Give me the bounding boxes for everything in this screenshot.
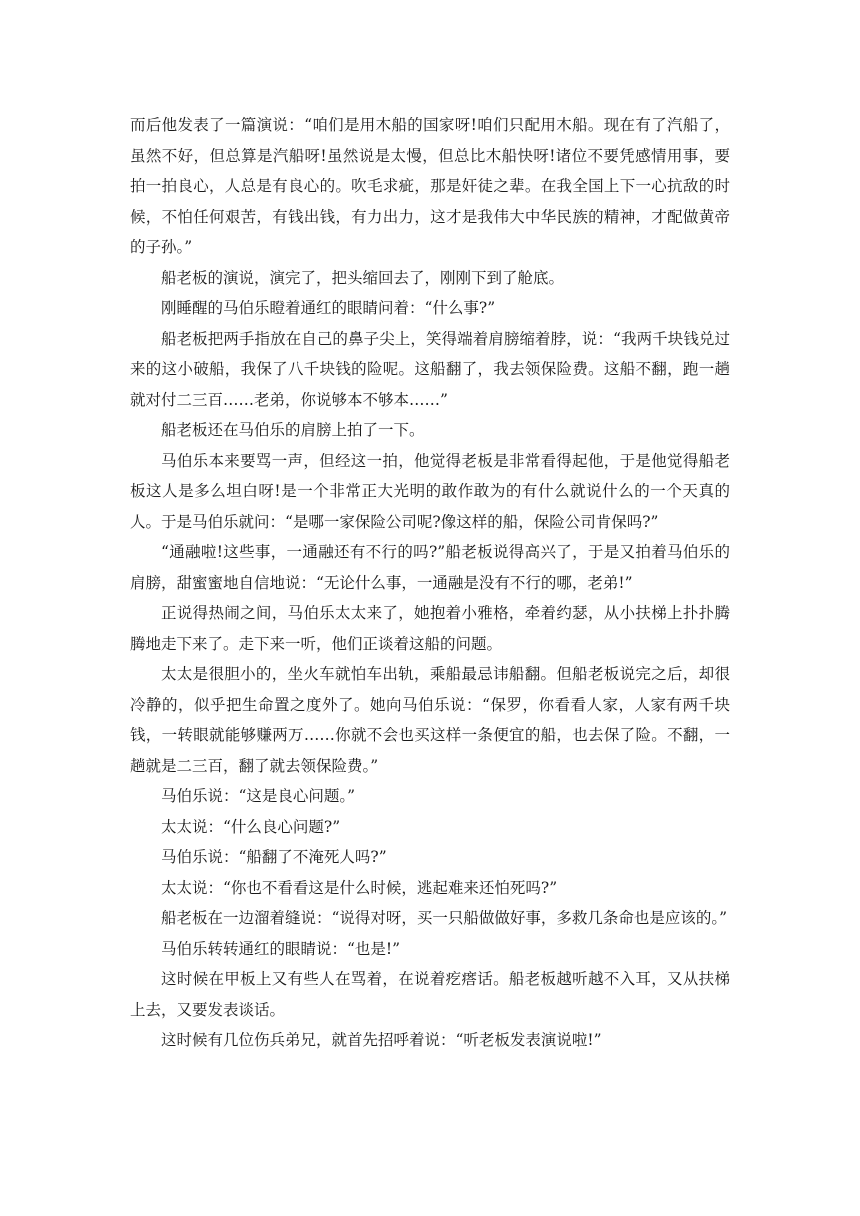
paragraph: 马伯乐说：“船翻了不淹死人吗?”	[161, 848, 387, 866]
paragraph: 马伯乐说：“这是良心问题。”	[161, 787, 356, 805]
paragraph: 太太说：“你也不看看这是什么时候，逃起难来还怕死吗?”	[161, 878, 558, 897]
paragraph: 而后他发表了一篇演说：“咱们是用木船的国家呀!咱们只配用木船。现在有了汽船了，虽然不好，但总算是汽船呀!虽然说是太慢，但总比木船快呀!诸位不要凭感情用事，要拍一拍良心，人总是有良心的。吹毛求疵，那是奸徒之辈。在我全国上下一心抗敌的时候，不怕任何艰苦，有钱出钱，有力出力，这才是我伟大中华民族的精神，才配做黄帝的子孙。”	[130, 116, 730, 256]
paragraph: 这时候在甲板上又有些人在骂着，在说着疙瘩话。船老板越听越不入耳，又从扶梯上去，又要发表谈话。	[130, 970, 730, 1019]
paragraph: 船老板把两手指放在自己的鼻子尖上，笑得端着肩膀缩着脖，说：“我两千块钱兑过来的这小破船，我保了八千块钱的险呢。这船翻了，我去领保险费。这船不翻，跑一趟就对付二三百……老弟，你说够本不够本……”	[130, 329, 730, 409]
body-text	[130, 110, 730, 1056]
paragraph: “通融啦!这些事，一通融还有不行的吗?”船老板说得高兴了，于是又拍着马伯乐的肩膀，甜蜜蜜地自信地说：“无论什么事，一通融是没有不行的哪，老弟!”	[130, 543, 730, 592]
paragraph: 刚睡醒的马伯乐瞪着通红的眼睛问着：“什么事?”	[161, 299, 496, 317]
paragraph: 这时候有几位伤兵弟兄，就首先招呼着说：“听老板发表演说啦!”	[161, 1031, 602, 1049]
paragraph: 正说得热闹之间，马伯乐太太来了，她抱着小雅格，牵着约瑟，从小扶梯上扑扑腾腾地走下来了。走下来一听，他们正谈着这船的问题。	[130, 604, 730, 653]
paragraph: 太太是很胆小的，坐火车就怕车出轨，乘船最忌讳船翻。但船老板说完之后，却很冷静的，似乎把生命置之度外了。她向马伯乐说：“保罗，你看看人家，人家有两千块钱，一转眼就能够赚两万……你就不会也买这样一条便宜的船，也去保了险。不翻，一趟就是二三百，翻了就去领保险费。”	[130, 665, 730, 775]
paragraph: 船老板的演说，演完了，把头缩回去了，刚刚下到了舱底。	[161, 268, 565, 287]
paragraph: 马伯乐转转通红的眼睛说：“也是!”	[161, 939, 401, 958]
paragraph: 太太说：“什么良心问题?”	[161, 817, 341, 836]
paragraph: 船老板还在马伯乐的肩膀上拍了一下。	[161, 421, 425, 439]
paragraph: 船老板在一边溜着缝说：“说得对呀，买一只船做做好事，多救几条命也是应该的。”	[161, 909, 728, 927]
paragraph: 马伯乐本来要骂一声，但经这一拍，他觉得老板是非常看得起他，于是他觉得船老板这人是多么坦白呀!是一个非常正大光明的敢作敢为的有什么就说什么的一个天真的人。于是马伯乐就问：“是哪一家保险公司呢?像这样的船，保险公司肯保吗?”	[130, 451, 730, 531]
